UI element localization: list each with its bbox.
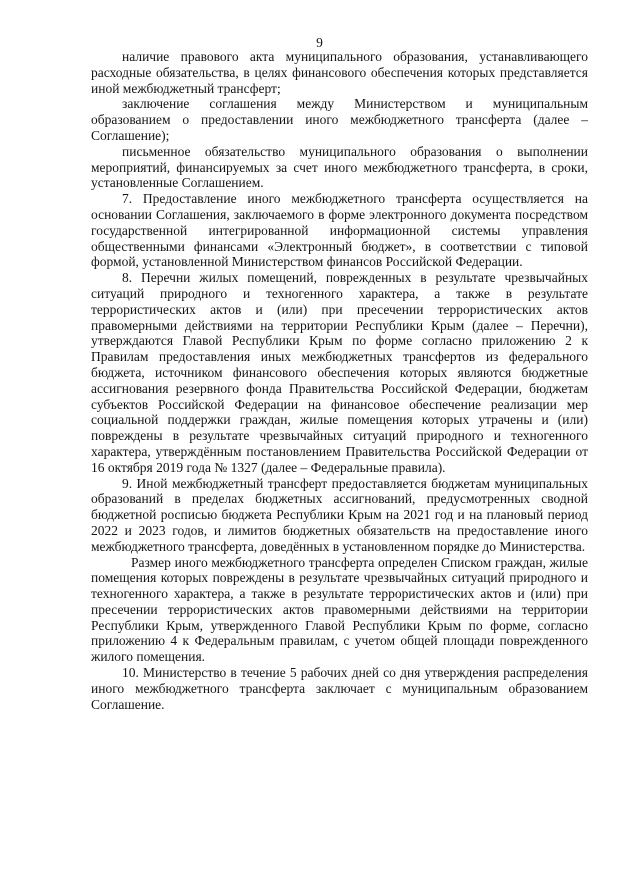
paragraph-7: 7. Предоставление иного межбюджетного трансферта осуществляется на основании Соглашения, заключаемого в форме электронного документа посредством государственной интегрированной информационной системы управления общественными финансами «Электронный бюджет», в соответствии с типовой формой, установленной Министерством финансов Российской Федерации.	[91, 191, 588, 270]
paragraph-legal-act: наличие правового акта муниципального образования, устанавливающего расходные обязательства, в целях финансового обеспечения которых представляется иной межбюджетный трансферт;	[91, 49, 588, 96]
paragraph-9: 9. Иной межбюджетный трансферт предоставляется бюджетам муниципальных образований в пределах бюджетных ассигнований, предусмотренных сводной бюджетной росписью бюджета Республики Крым на 2021 год и на плановый период 2022 и 2023 годов, и лимитов бюджетных обязательств на предоставление иного межбюджетного трансферта, доведённых в установленном порядке до Министерства.	[91, 475, 588, 554]
paragraph-written-obligation: письменное обязательство муниципального образования о выполнении мероприятий, финансируемых за счет иного межбюджетного трансферта, в сроки, установленные Соглашением.	[91, 143, 588, 191]
paragraph-agreement: заключение соглашения между Министерством и муниципальным образованием о предоставлении иного межбюджетного трансферта (далее – Соглашение);	[91, 96, 588, 143]
paragraph-10: 10. Министерство в течение 5 рабочих дней со дня утверждения распределения иного межбюджетного трансферта заключает с муниципальным образованием Соглашение.	[91, 665, 588, 712]
paragraph-transfer-size: Размер иного межбюджетного трансферта определен Списком граждан, жилые помещения которых повреждены в результате чрезвычайных ситуаций природного и техногенного характера, а также в результате террористических актов и (или) при пресечении террористических актов правомерными действиями на территории Республики Крым, утвержденного Главой Республики Крым по форме, согласно приложению 4 к Федеральным правилам, с учетом общей площади поврежденного жилого помещения.	[91, 554, 588, 665]
paragraph-8: 8. Перечни жилых помещений, поврежденных в результате чрезвычайных ситуаций природного и техногенного характера, а также в результате террористических актов и (или) при пресечении террористических актов правомерными действиями на территории Республики Крым (далее – Перечни), утверждаются Главой Республики Крым по форме согласно приложению 2 к Правилам предоставления иных межбюджетных трансфертов из федерального бюджета, источником финансового обеспечения которых являются бюджетные ассигнования резервного фонда Правительства Российской Федерации, бюджетам субъектов Российской Федерации на финансовое обеспечение реализации мер социальной поддержки граждан, жилые помещения которых утрачены и (или) повреждены в результате чрезвычайных ситуаций природного и техногенного характера, утверждённым постановлением Правительства Российской Федерации от 16 октября 2019 года № 1327 (далее – Федеральные правила).	[91, 270, 588, 475]
page-number: 9	[316, 35, 323, 50]
document-body	[91, 49, 588, 712]
